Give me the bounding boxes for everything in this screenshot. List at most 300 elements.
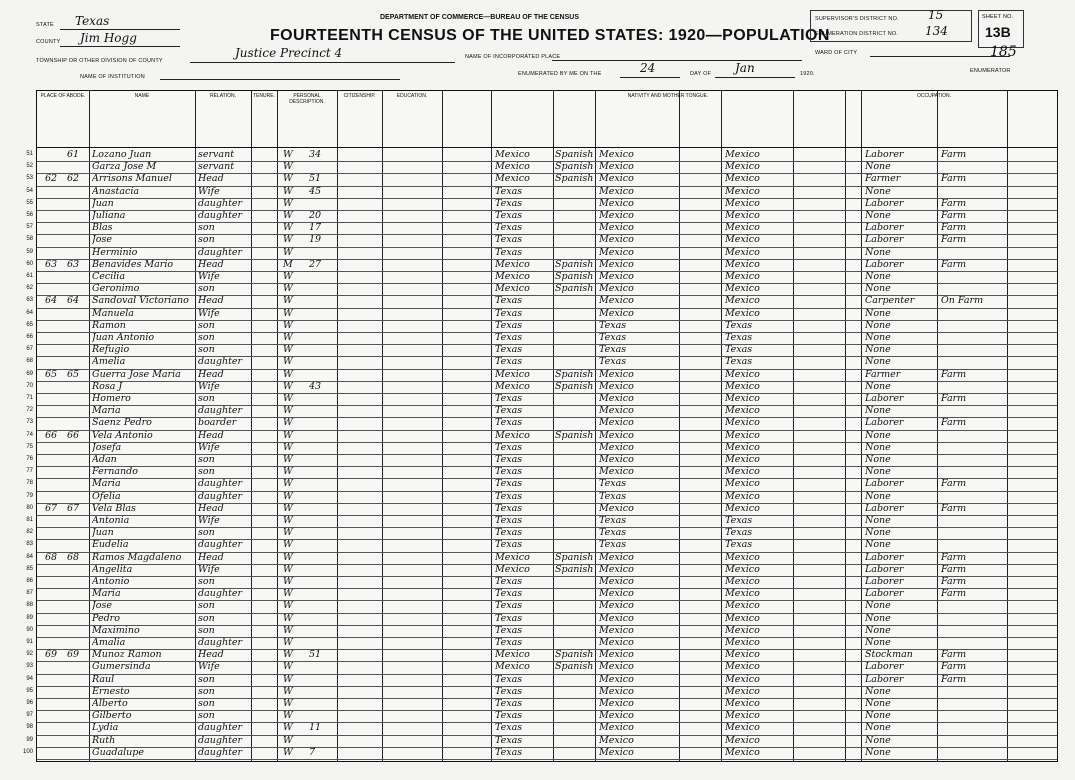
father-birthplace: Mexico — [599, 173, 634, 185]
col-education: EDUCATION. — [396, 93, 428, 99]
person-name: Benavides Mario — [92, 258, 174, 270]
birthplace: Mexico — [495, 258, 530, 270]
relation: Head — [198, 429, 224, 441]
industry: Farm — [941, 173, 967, 185]
line-number: 68 — [26, 358, 33, 365]
age: 51 — [309, 649, 322, 661]
mother-birthplace: Mexico — [725, 637, 760, 648]
line-number: 78 — [26, 480, 33, 487]
mother-birthplace: Mexico — [725, 600, 760, 612]
father-birthplace: Mexico — [599, 380, 634, 392]
relation: Wife — [198, 380, 220, 392]
dwelling-number: 62 — [45, 173, 58, 185]
father-birthplace: Mexico — [599, 710, 634, 722]
mother-birthplace: Texas — [725, 515, 753, 526]
occupation: Laborer — [865, 661, 904, 673]
line-number: 60 — [26, 260, 33, 267]
dwelling-number: 69 — [45, 649, 58, 661]
person-name: Amalia — [92, 637, 126, 648]
line-number: 90 — [26, 626, 33, 633]
race: W — [283, 332, 293, 343]
enumerated-label: ENUMERATED BY ME ON THE — [518, 71, 602, 77]
relation: son — [198, 576, 215, 587]
mother-birthplace: Mexico — [725, 490, 760, 502]
family-number: 65 — [67, 368, 80, 380]
person-name: Herminio — [92, 246, 138, 258]
relation: daughter — [198, 356, 243, 368]
father-birthplace: Mexico — [599, 649, 634, 661]
person-name: Vela Antonio — [92, 429, 153, 441]
birthplace: Texas — [495, 405, 523, 417]
age: 43 — [309, 380, 322, 392]
father-birthplace: Mexico — [599, 417, 634, 429]
relation: daughter — [198, 197, 243, 209]
mother-tongue: Spanish — [555, 380, 594, 392]
family-number: 62 — [67, 173, 80, 185]
father-birthplace: Mexico — [599, 454, 634, 465]
mother-tongue: Spanish — [555, 649, 594, 661]
mother-tongue: Spanish — [555, 368, 594, 380]
father-birthplace: Mexico — [599, 368, 634, 380]
township-label: TOWNSHIP OR OTHER DIVISION OF COUNTY — [36, 58, 163, 64]
race: W — [283, 368, 293, 380]
relation: Head — [198, 502, 224, 514]
birthplace: Texas — [495, 502, 523, 514]
line-number: 69 — [26, 370, 33, 377]
person-name: Ernesto — [92, 685, 130, 697]
relation: daughter — [198, 478, 243, 490]
stamp-number: 185 — [990, 44, 1017, 60]
race: W — [283, 417, 293, 429]
father-birthplace: Mexico — [599, 307, 634, 319]
race: W — [283, 441, 293, 453]
person-name: Raul — [92, 673, 115, 685]
occupation: Farmer — [865, 368, 901, 380]
mother-tongue: Spanish — [555, 661, 594, 673]
line-number: 65 — [26, 321, 33, 328]
person-name: Cecilia — [92, 271, 125, 282]
occupation: None — [865, 185, 891, 197]
age: 11 — [309, 722, 322, 734]
mother-birthplace: Texas — [725, 527, 753, 539]
father-birthplace: Mexico — [599, 624, 634, 636]
relation: son — [198, 454, 215, 465]
race: W — [283, 295, 293, 307]
occupation: None — [865, 332, 891, 343]
occupation: None — [865, 746, 891, 758]
line-number: 57 — [26, 224, 33, 231]
birthplace: Texas — [495, 393, 523, 404]
race: W — [283, 661, 293, 673]
mother-birthplace: Mexico — [725, 185, 760, 197]
occupation: Stockman — [865, 649, 913, 661]
age: 45 — [309, 185, 322, 197]
occupation: None — [865, 271, 891, 282]
industry: Farm — [941, 576, 967, 587]
county-value: Jim Hogg — [80, 31, 137, 45]
race: W — [283, 161, 293, 173]
father-birthplace: Texas — [599, 478, 627, 490]
industry: Farm — [941, 551, 967, 563]
line-number: 84 — [26, 553, 33, 560]
line-number: 55 — [26, 199, 33, 206]
birthplace: Mexico — [495, 429, 530, 441]
person-name: Lozano Juan — [92, 149, 152, 160]
race: W — [283, 722, 293, 734]
line-number: 79 — [26, 492, 33, 499]
occupation: Laborer — [865, 502, 904, 514]
mother-birthplace: Mexico — [725, 368, 760, 380]
age: 27 — [309, 258, 322, 270]
mother-tongue: Spanish — [555, 161, 594, 173]
relation: Head — [198, 649, 224, 661]
line-number: 96 — [26, 700, 33, 706]
father-birthplace: Mexico — [599, 161, 634, 173]
mother-tongue: Spanish — [555, 271, 594, 282]
age: 19 — [309, 234, 322, 246]
relation: Head — [198, 258, 224, 270]
age: 7 — [309, 746, 316, 758]
relation: son — [198, 283, 215, 295]
mother-birthplace: Mexico — [725, 441, 760, 453]
col-nativity: NATIVITY AND MOTHER TONGUE. — [627, 93, 709, 99]
mother-birthplace: Mexico — [725, 417, 760, 429]
mother-tongue: Spanish — [555, 173, 594, 185]
occupation: None — [865, 698, 891, 709]
race: W — [283, 563, 293, 575]
father-birthplace: Mexico — [599, 685, 634, 697]
mother-birthplace: Texas — [725, 319, 753, 331]
mother-birthplace: Mexico — [725, 612, 760, 624]
occupation: None — [865, 429, 891, 441]
occupation: None — [865, 710, 891, 722]
line-number: 73 — [26, 419, 33, 426]
person-name: Juan — [92, 197, 114, 209]
line-number: 83 — [26, 541, 33, 548]
col-relation: RELATION. — [209, 93, 237, 99]
line-number: 85 — [26, 565, 33, 572]
father-birthplace: Mexico — [599, 466, 634, 478]
occupation: None — [865, 600, 891, 612]
occupation: None — [865, 637, 891, 648]
relation: daughter — [198, 637, 243, 648]
line-number: 71 — [26, 395, 33, 401]
father-birthplace: Mexico — [599, 271, 634, 282]
birthplace: Mexico — [495, 161, 530, 173]
race: W — [283, 734, 293, 746]
race: W — [283, 173, 293, 185]
father-birthplace: Mexico — [599, 576, 634, 587]
line-number: 51 — [26, 151, 33, 157]
line-number: 100 — [22, 748, 33, 755]
birthplace: Texas — [495, 307, 523, 319]
line-number: 81 — [26, 517, 33, 523]
person-name: Arrisons Manuel — [92, 173, 172, 185]
dwelling-number: 63 — [45, 258, 58, 270]
father-birthplace: Mexico — [599, 222, 634, 234]
birthplace: Texas — [495, 332, 523, 343]
birthplace: Texas — [495, 588, 523, 600]
person-name: Maria — [92, 405, 121, 417]
father-birthplace: Mexico — [599, 234, 634, 246]
relation: daughter — [198, 490, 243, 502]
industry: Farm — [941, 149, 967, 160]
occupation: None — [865, 539, 891, 551]
line-number: 56 — [26, 212, 33, 218]
person-name: Vela Blas — [92, 502, 136, 514]
mother-birthplace: Mexico — [725, 710, 760, 722]
relation: daughter — [198, 746, 243, 758]
person-name: Alberto — [92, 698, 128, 709]
mother-birthplace: Texas — [725, 344, 753, 356]
line-number: 52 — [26, 163, 33, 170]
birthplace: Mexico — [495, 661, 530, 673]
race: W — [283, 490, 293, 502]
father-birthplace: Mexico — [599, 698, 634, 709]
person-name: Sandoval Victoriano — [92, 295, 189, 307]
mother-birthplace: Mexico — [725, 722, 760, 734]
relation: boarder — [198, 417, 237, 429]
birthplace: Texas — [495, 454, 523, 465]
race: W — [283, 380, 293, 392]
line-number: 58 — [26, 236, 33, 243]
person-name: Geronimo — [92, 283, 140, 295]
race: W — [283, 466, 293, 478]
occupation: None — [865, 210, 891, 221]
year-label: 1920. — [800, 71, 815, 77]
page-title: FOURTEENTH CENSUS OF THE UNITED STATES: 1920—POPULATION — [270, 27, 830, 44]
race: W — [283, 624, 293, 636]
birthplace: Texas — [495, 637, 523, 648]
father-birthplace: Texas — [599, 515, 627, 526]
dwelling-number: 65 — [45, 368, 58, 380]
occupation: None — [865, 405, 891, 417]
birthplace: Texas — [495, 527, 523, 539]
place-label: NAME OF INCORPORATED PLACE — [465, 54, 561, 60]
race: W — [283, 307, 293, 319]
race: W — [283, 356, 293, 368]
person-name: Juan — [92, 527, 114, 539]
line-number: 89 — [26, 614, 33, 621]
person-name: Munoz Ramon — [92, 649, 162, 661]
race: W — [283, 222, 293, 234]
person-name: Pedro — [92, 612, 120, 624]
mother-birthplace: Mexico — [725, 502, 760, 514]
mother-birthplace: Texas — [725, 332, 753, 343]
race: W — [283, 539, 293, 551]
father-birthplace: Mexico — [599, 295, 634, 307]
enum-day: 24 — [640, 61, 656, 75]
race: W — [283, 673, 293, 685]
mother-tongue: Spanish — [555, 283, 594, 295]
person-name: Guadalupe — [92, 746, 144, 758]
industry: Farm — [941, 393, 967, 404]
father-birthplace: Texas — [599, 527, 627, 539]
race: W — [283, 283, 293, 295]
day-of-label: DAY OF — [690, 71, 712, 77]
father-birthplace: Mexico — [599, 734, 634, 746]
mother-birthplace: Mexico — [725, 234, 760, 246]
father-birthplace: Texas — [599, 319, 627, 331]
mother-birthplace: Mexico — [725, 197, 760, 209]
person-name: Maria — [92, 478, 121, 490]
race: W — [283, 454, 293, 465]
family-number: 61 — [67, 149, 80, 160]
occupation: Carpenter — [865, 295, 915, 307]
father-birthplace: Mexico — [599, 612, 634, 624]
relation: son — [198, 466, 215, 478]
mother-birthplace: Mexico — [725, 271, 760, 282]
line-number: 70 — [26, 382, 33, 389]
col-citizenship: CITIZENSHIP. — [343, 93, 376, 99]
birthplace: Texas — [495, 746, 523, 758]
race: W — [283, 271, 293, 282]
mother-birthplace: Mexico — [725, 210, 760, 221]
age: 20 — [309, 210, 322, 221]
father-birthplace: Mexico — [599, 429, 634, 441]
occupation: None — [865, 380, 891, 392]
line-number: 66 — [26, 334, 33, 340]
occupation: None — [865, 356, 891, 368]
occupation: None — [865, 490, 891, 502]
birthplace: Texas — [495, 417, 523, 429]
father-birthplace: Mexico — [599, 149, 634, 160]
birthplace: Texas — [495, 356, 523, 368]
birthplace: Texas — [495, 722, 523, 734]
mother-birthplace: Mexico — [725, 588, 760, 600]
mother-birthplace: Mexico — [725, 283, 760, 295]
industry: Farm — [941, 368, 967, 380]
state-label: STATE — [36, 22, 54, 28]
mother-birthplace: Mexico — [725, 307, 760, 319]
line-number: 95 — [26, 687, 33, 694]
birthplace: Texas — [495, 344, 523, 356]
age: 17 — [309, 222, 322, 234]
relation: Head — [198, 295, 224, 307]
birthplace: Texas — [495, 624, 523, 636]
col-occupation: OCCUPATION. — [917, 93, 951, 99]
occupation: Laborer — [865, 393, 904, 404]
relation: daughter — [198, 210, 243, 221]
person-name: Gumersinda — [92, 661, 151, 673]
race: W — [283, 637, 293, 648]
birthplace: Texas — [495, 210, 523, 221]
enumeration-district-label: ENUMERATION DISTRICT NO. — [815, 31, 899, 37]
person-name: Manuela — [92, 307, 134, 319]
occupation: None — [865, 307, 891, 319]
line-number: 67 — [26, 346, 33, 353]
race: W — [283, 246, 293, 258]
race: W — [283, 746, 293, 758]
birthplace: Texas — [495, 246, 523, 258]
line-number: 94 — [26, 675, 33, 682]
mother-birthplace: Mexico — [725, 734, 760, 746]
person-name: Jose — [92, 234, 113, 246]
relation: son — [198, 222, 215, 234]
race: W — [283, 234, 293, 246]
occupation: Laborer — [865, 417, 904, 429]
line-number: 91 — [26, 639, 33, 645]
person-name: Anastacia — [92, 185, 140, 197]
person-name: Juan Antonio — [92, 332, 155, 343]
relation: son — [198, 344, 215, 356]
race: W — [283, 649, 293, 661]
birthplace: Texas — [495, 185, 523, 197]
relation: son — [198, 393, 215, 404]
occupation: None — [865, 722, 891, 734]
col-personal-description: PERSONAL DESCRIPTION. — [289, 93, 325, 105]
father-birthplace: Texas — [599, 539, 627, 551]
line-number: 61 — [26, 273, 33, 279]
father-birthplace: Mexico — [599, 551, 634, 563]
birthplace: Mexico — [495, 283, 530, 295]
race: W — [283, 429, 293, 441]
relation: son — [198, 527, 215, 539]
line-number: 88 — [26, 602, 33, 609]
line-number: 59 — [26, 248, 33, 255]
relation: servant — [198, 161, 235, 173]
relation: servant — [198, 149, 235, 160]
birthplace: Mexico — [495, 563, 530, 575]
occupation: Laborer — [865, 149, 904, 160]
birthplace: Texas — [495, 710, 523, 722]
father-birthplace: Texas — [599, 344, 627, 356]
person-name: Ofelia — [92, 490, 121, 502]
birthplace: Texas — [495, 734, 523, 746]
mother-tongue: Spanish — [555, 551, 594, 563]
mother-birthplace: Mexico — [725, 380, 760, 392]
relation: son — [198, 612, 215, 624]
dwelling-number: 64 — [45, 295, 58, 307]
occupation: Laborer — [865, 551, 904, 563]
line-number: 76 — [26, 456, 33, 462]
relation: Head — [198, 173, 224, 185]
father-birthplace: Mexico — [599, 210, 634, 221]
relation: Wife — [198, 307, 220, 319]
dwelling-number: 66 — [45, 429, 58, 441]
father-birthplace: Mexico — [599, 588, 634, 600]
relation: son — [198, 698, 215, 709]
father-birthplace: Mexico — [599, 673, 634, 685]
race: W — [283, 698, 293, 709]
race: W — [283, 515, 293, 526]
county-label: COUNTY — [36, 39, 61, 45]
mother-birthplace: Mexico — [725, 551, 760, 563]
industry: Farm — [941, 210, 967, 221]
birthplace: Mexico — [495, 649, 530, 661]
race: W — [283, 344, 293, 356]
mother-birthplace: Mexico — [725, 149, 760, 160]
birthplace: Mexico — [495, 173, 530, 185]
birthplace: Texas — [495, 490, 523, 502]
occupation: None — [865, 527, 891, 539]
birthplace: Texas — [495, 515, 523, 526]
mother-birthplace: Mexico — [725, 698, 760, 709]
relation: Wife — [198, 271, 220, 282]
col-name: NAME — [134, 93, 150, 99]
mother-birthplace: Mexico — [725, 649, 760, 661]
family-number: 64 — [67, 295, 80, 307]
age: 34 — [309, 149, 322, 160]
occupation: None — [865, 515, 891, 526]
relation: son — [198, 624, 215, 636]
mother-tongue: Spanish — [555, 258, 594, 270]
family-number: 63 — [67, 258, 80, 270]
father-birthplace: Mexico — [599, 197, 634, 209]
line-number: 75 — [26, 443, 33, 450]
col-tenure: TENURE. — [253, 93, 275, 99]
industry: Farm — [941, 258, 967, 270]
